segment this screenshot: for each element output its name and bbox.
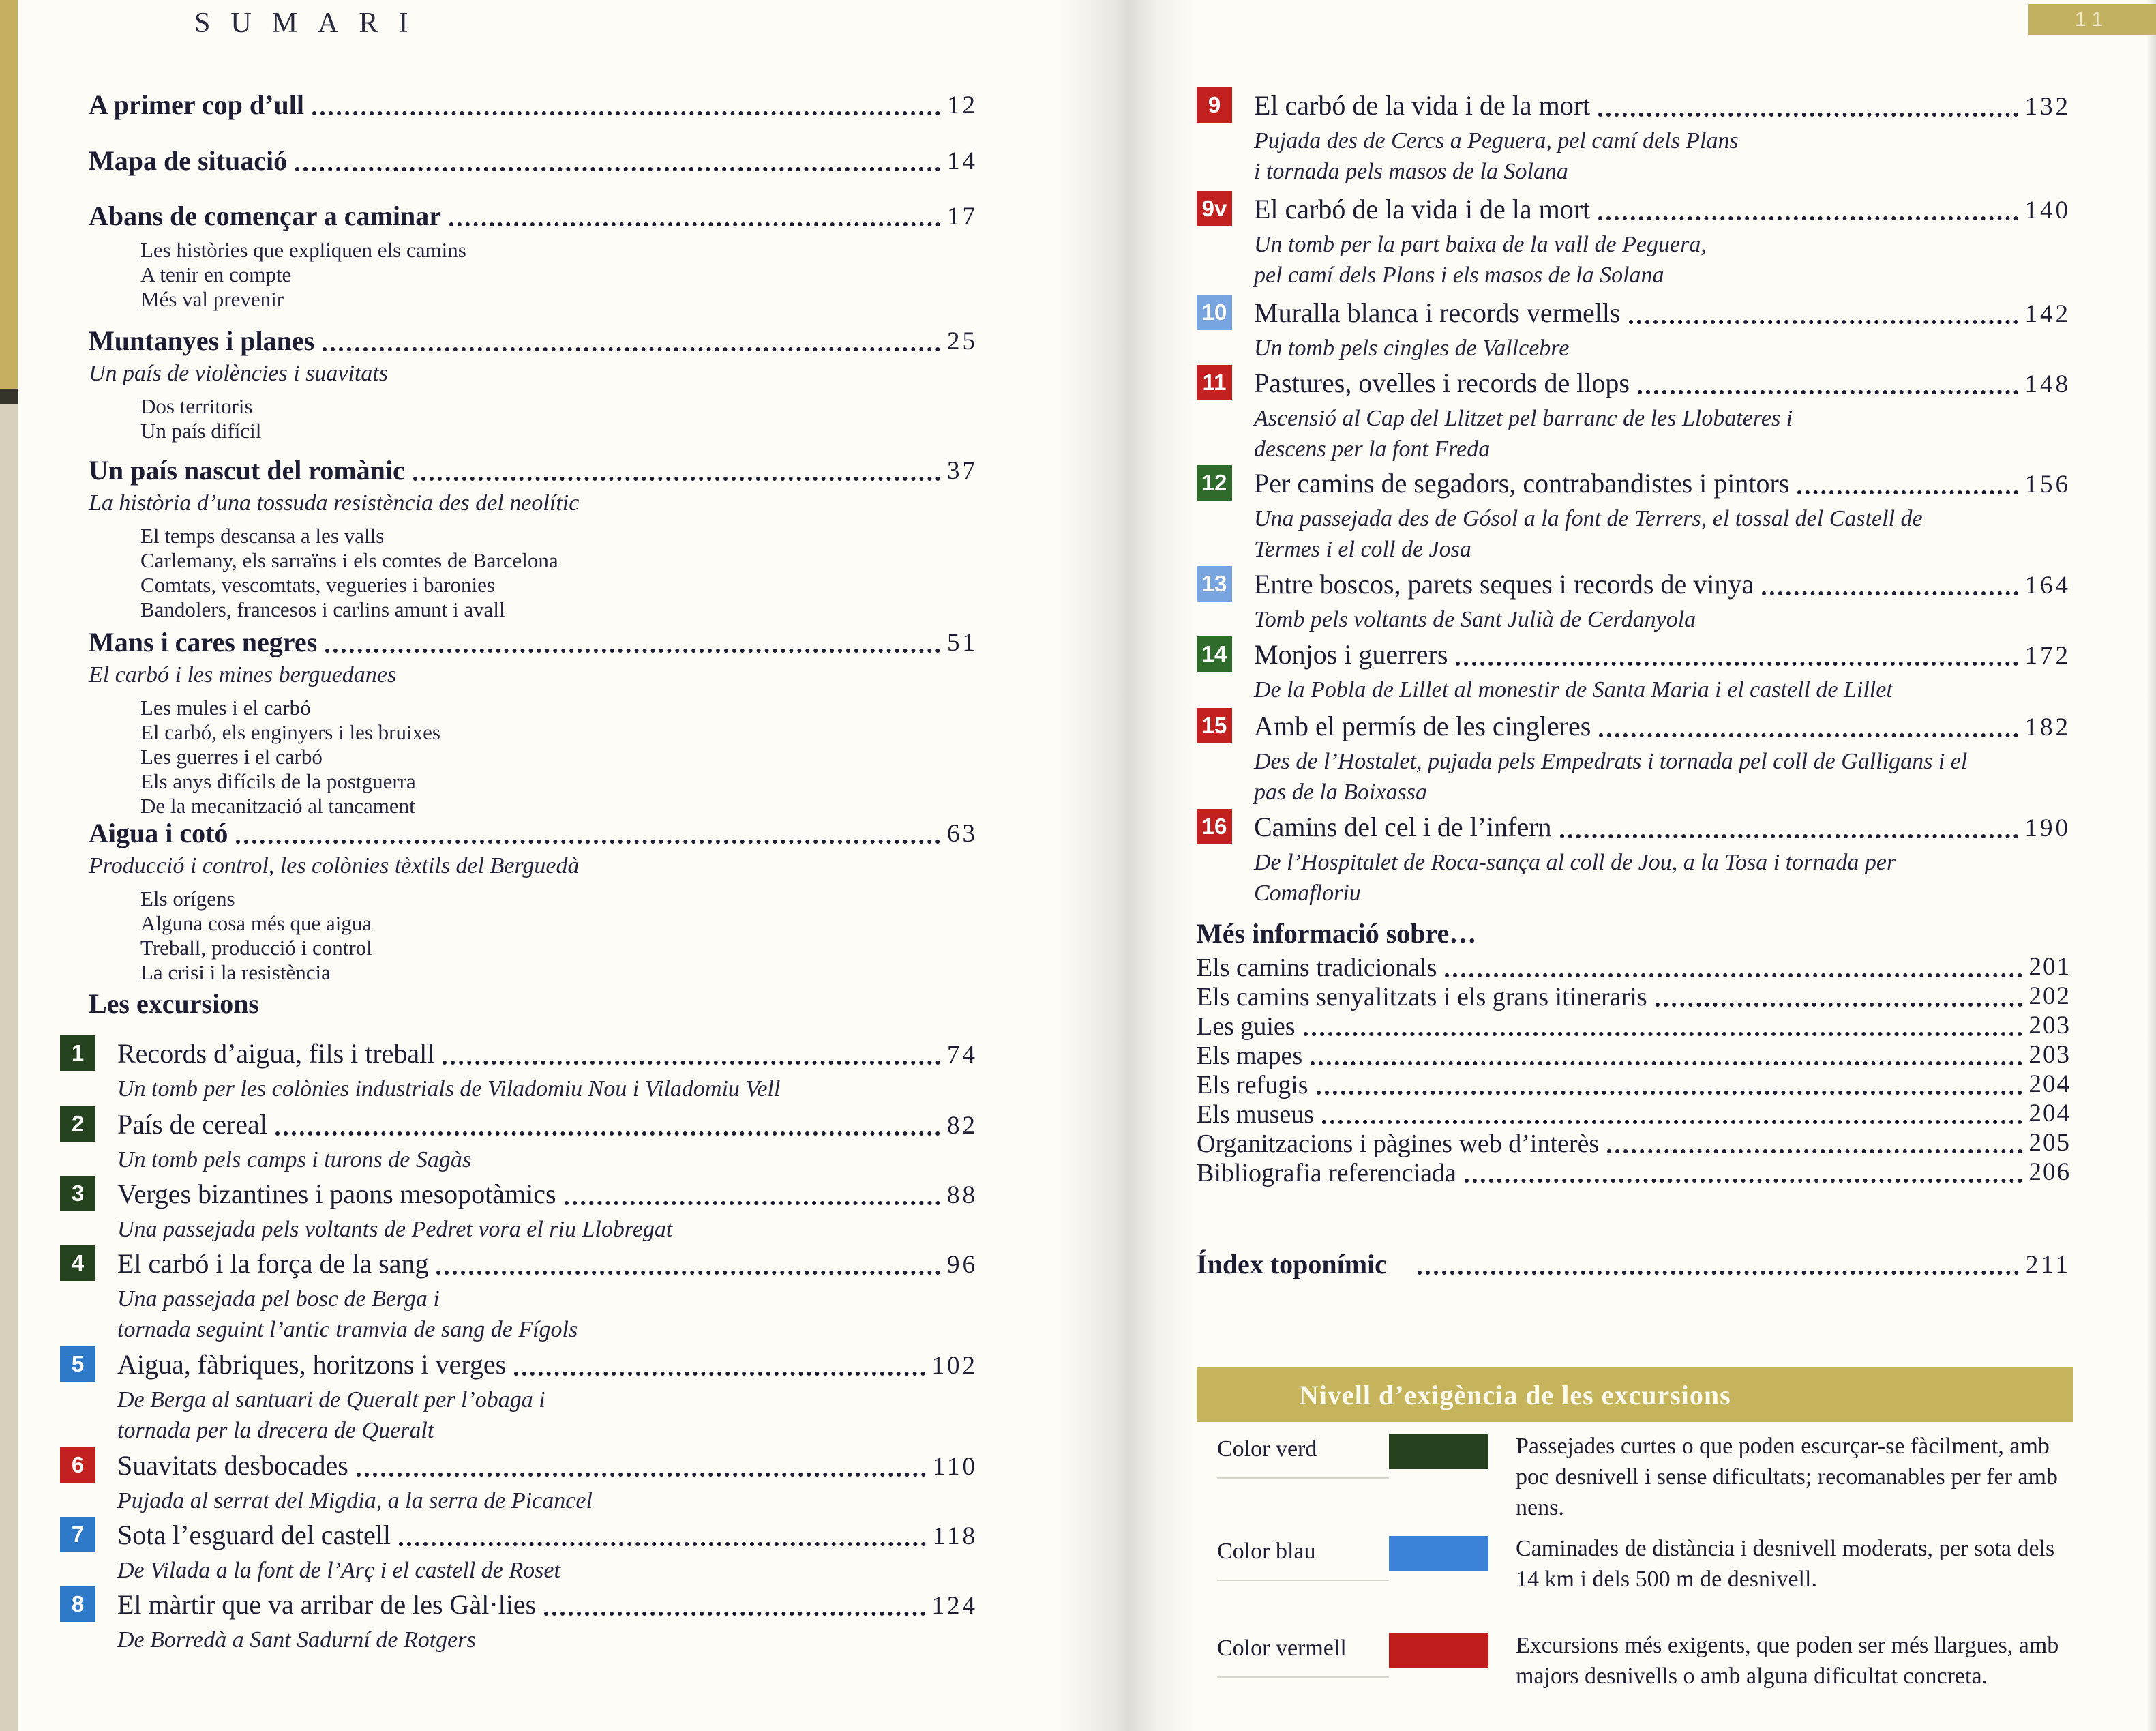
- dot-leader: [1762, 591, 2018, 595]
- toc-entry-label: Abans de començar a caminar: [89, 201, 441, 231]
- excursion-row: [60, 1035, 978, 1104]
- excursion-row: [1197, 636, 2071, 705]
- toc-page-number: 203: [2028, 1041, 2071, 1069]
- excursion-row: [1197, 87, 2071, 187]
- toc-entry: [89, 323, 978, 357]
- toc-section: [60, 453, 978, 622]
- excursion-title: Amb el permís de les cingleres: [1254, 711, 1591, 741]
- excursion-badge: 8: [60, 1586, 95, 1622]
- dot-leader: [1656, 1003, 2022, 1007]
- toc-subitem: Dos territoris: [140, 394, 253, 418]
- excursion-badge: 9v: [1197, 191, 1232, 226]
- legend-row: [1217, 1533, 2071, 1595]
- toc-entry: [89, 143, 978, 177]
- toc-subitem: La crisi i la resistència: [140, 960, 331, 984]
- dot-leader: [1598, 216, 2018, 220]
- info-row: [1197, 1012, 2071, 1041]
- excursion-badge: 9: [1197, 87, 1232, 123]
- toc-page-number: 140: [2024, 196, 2071, 224]
- dot-leader: [1322, 1120, 2022, 1124]
- info-row: [1197, 1071, 2071, 1100]
- toc-page-number: 51: [947, 629, 978, 657]
- excursion-badge: 7: [60, 1517, 95, 1552]
- toc-subitems: [140, 696, 978, 818]
- excursion-badge: 12: [1197, 465, 1232, 501]
- excursion-desc: Una passejada des de Gósol a la font de Terrers, el tossal del Castell de Termes i el coll de Josa: [1254, 506, 1923, 562]
- info-label: Els camins tradicionals: [1197, 953, 1437, 982]
- dot-leader: [312, 111, 940, 115]
- toc-subitems: [140, 394, 978, 443]
- excursion-desc: Tomb pels voltants de Sant Julià de Cerdanyola: [1254, 607, 1696, 632]
- info-label: Bibliografia referenciada: [1197, 1159, 1456, 1187]
- excursion-badge: 1: [60, 1035, 95, 1071]
- info-row: [1197, 1041, 2071, 1071]
- toc-page-number: 110: [932, 1453, 978, 1481]
- toc-subitem: Els anys difícils de la postguerra: [140, 769, 416, 793]
- toc-page-number: 17: [947, 203, 978, 231]
- legend-row: [1217, 1431, 2071, 1523]
- dot-leader: [1456, 662, 2018, 666]
- dot-leader: [1445, 973, 2022, 977]
- toc-page-number: 88: [947, 1181, 978, 1209]
- toc-page-number: 204: [2028, 1099, 2071, 1127]
- toc-page-number: 142: [2024, 300, 2071, 328]
- toc-page-number: 12: [947, 91, 978, 119]
- excursion-row: [1197, 191, 2071, 291]
- legend-heading-label: Nivell d’exigència de les excursions: [1299, 1379, 1731, 1410]
- excursion-badge: 10: [1197, 295, 1232, 330]
- toc-subitem: Els orígens: [140, 887, 235, 911]
- excursion-desc: Ascensió al Cap del Llitzet pel barranc de les Llobateres i descens per la font Freda: [1254, 406, 1793, 462]
- page-edge-strip: [0, 389, 18, 404]
- page-title: SUMARI: [194, 8, 429, 39]
- toc-entry: [89, 87, 978, 121]
- excursion-badge: 2: [60, 1106, 95, 1142]
- toc-entry-label: Mans i cares negres: [89, 627, 318, 657]
- toc-page-number: 202: [2028, 982, 2071, 1010]
- toc-subitems: [140, 238, 978, 312]
- dot-leader: [275, 1131, 940, 1136]
- book-gutter: [1058, 0, 1195, 1731]
- info-label: Organitzacions i pàgines web d’interès: [1197, 1129, 1600, 1158]
- legend-desc: Excursions més exigents, que poden ser més llargues, amb majors desnivells o amb alguna dificultat concreta.: [1516, 1633, 2059, 1689]
- excursion-row: [1197, 566, 2071, 635]
- toc-subitem: A tenir en compte: [140, 263, 292, 286]
- excursion-row: [1197, 809, 2071, 908]
- excursion-desc: De Borredà a Sant Sadurní de Rotgers: [117, 1627, 476, 1653]
- toc-entry-label: A primer cop d’ull: [89, 89, 304, 120]
- toc-entry-label: Aigua i cotó: [89, 818, 228, 848]
- toc-page-number: 182: [2024, 713, 2071, 741]
- excursion-desc: De l’Hospitalet de Roca-sança al coll de Jou, a la Tosa i tornada per Comafloriu: [1254, 850, 1896, 906]
- toc-page-number: 63: [947, 820, 978, 848]
- excursion-badge: 4: [60, 1245, 95, 1281]
- dot-leader: [544, 1612, 925, 1616]
- legend-header: [1197, 1367, 2073, 1422]
- dot-leader: [436, 1271, 940, 1275]
- toc-page-number: 96: [947, 1251, 978, 1279]
- dot-leader: [1629, 320, 2018, 324]
- dot-leader: [1599, 733, 2018, 737]
- excursion-badge: 15: [1197, 708, 1232, 743]
- toc-subitem: Comtats, vescomtats, vegueries i baronies: [140, 573, 495, 597]
- legend-label: Color verd: [1217, 1431, 1389, 1479]
- dot-leader: [1465, 1179, 2022, 1183]
- toc-section: [60, 143, 978, 177]
- toc-subtitle: Producció i control, les colònies tèxtils del Berguedà: [89, 853, 580, 878]
- toc-entry-label: Un país nascut del romànic: [89, 455, 405, 486]
- toc-subitem: Les guerres i el carbó: [140, 745, 323, 769]
- index-row: [1197, 1247, 2071, 1281]
- dot-leader: [323, 347, 940, 351]
- toc-subitems: [140, 524, 978, 622]
- toc-subitem: Les històries que expliquen els camins: [140, 238, 466, 262]
- toc-subitem: Les mules i el carbó: [140, 696, 311, 720]
- toc-section: [60, 198, 978, 312]
- toc-subtitle: El carbó i les mines berguedanes: [89, 662, 397, 687]
- toc-page-number: 37: [947, 457, 978, 485]
- toc-page-number: 132: [2024, 93, 2071, 121]
- legend-label: Color vermell: [1217, 1630, 1389, 1678]
- excursion-desc: De Berga al santuari de Queralt per l’obaga i tornada per la drecera de Queralt: [117, 1387, 545, 1443]
- legend-desc: Passejades curtes o que poden escurçar-se fàcilment, amb poc desnivell i sense dificultats; recomanables per fer amb nens.: [1516, 1434, 2058, 1520]
- dot-leader: [1304, 1032, 2022, 1036]
- dot-leader: [399, 1542, 926, 1546]
- excursion-title: El carbó i la força de la sang: [117, 1248, 429, 1279]
- dot-leader: [1560, 834, 2018, 838]
- info-row: [1197, 983, 2071, 1012]
- dot-leader: [1418, 1271, 2019, 1275]
- info-row: [1197, 1159, 2071, 1188]
- toc-page-number: 156: [2024, 471, 2071, 499]
- toc-page-number: 118: [932, 1522, 978, 1550]
- excursion-desc: Un tomb per les colònies industrials de Viladomiu Nou i Viladomiu Vell: [117, 1076, 781, 1101]
- excursion-title: El carbó de la vida i de la mort: [1254, 194, 1591, 224]
- dot-leader: [236, 840, 940, 844]
- toc-page-number: 206: [2028, 1158, 2071, 1186]
- toc-page-number: 14: [947, 147, 978, 175]
- toc-subitem: Treball, producció i control: [140, 936, 372, 960]
- toc-subitem: Un país difícil: [140, 419, 262, 443]
- dot-leader: [413, 477, 940, 481]
- index-label: Índex toponímic: [1197, 1249, 1387, 1279]
- toc-subitem: Més val prevenir: [140, 287, 284, 311]
- excursion-desc: Una passejada pels voltants de Pedret vora el riu Llobregat: [117, 1217, 673, 1242]
- excursion-row: [1197, 365, 2071, 464]
- excursion-title: Per camins de segadors, contrabandistes i pintors: [1254, 468, 1790, 499]
- toc-subitem: Alguna cosa més que aigua: [140, 911, 372, 935]
- excursion-title: Records d’aigua, fils i treball: [117, 1038, 435, 1069]
- info-row: [1197, 953, 2071, 983]
- toc-page-number: 211: [2025, 1251, 2071, 1279]
- excursion-row: [60, 1346, 978, 1446]
- toc-entry-label: Mapa de situació: [89, 145, 288, 176]
- excursion-row: [60, 1517, 978, 1586]
- excursion-row: [60, 1245, 978, 1345]
- excursion-desc: Des de l’Hostalet, pujada pels Empedrats i tornada pel coll de Galligans i el pas de la Boixassa: [1254, 749, 1968, 805]
- legend-swatch-red: [1389, 1633, 1488, 1668]
- toc-entry: [89, 453, 978, 487]
- more-info-heading: Més informació sobre…: [1197, 918, 1477, 949]
- excursion-title: Aigua, fàbriques, horitzons i verges: [117, 1349, 507, 1380]
- info-label: Els museus: [1197, 1100, 1315, 1129]
- toc-entry: [89, 816, 978, 850]
- toc-page-number: 203: [2028, 1011, 2071, 1039]
- excursion-row: [60, 1106, 978, 1175]
- dot-leader: [449, 222, 940, 226]
- excursion-desc: Pujada des de Cercs a Peguera, pel camí dels Plans i tornada pels masos de la Solana: [1254, 128, 1739, 184]
- toc-section: [60, 625, 978, 818]
- left-page: [60, 0, 978, 1731]
- excursion-desc: Un tomb pels cingles de Vallcebre: [1254, 336, 1570, 361]
- excursion-badge: 5: [60, 1346, 95, 1382]
- page-edge-shadow: [2146, 0, 2156, 1731]
- toc-page-number: 164: [2024, 572, 2071, 600]
- excursion-title: El carbó de la vida i de la mort: [1254, 90, 1591, 121]
- toc-page-number: 124: [931, 1592, 978, 1620]
- toc-entry: [89, 198, 978, 233]
- toc-entry-label: Muntanyes i planes: [89, 325, 315, 356]
- excursion-title: Suavitats desbocades: [117, 1450, 348, 1481]
- toc-section: [60, 816, 978, 985]
- toc-page-number: 25: [947, 327, 978, 355]
- excursion-row: [60, 1447, 978, 1516]
- toc-entry: [89, 625, 978, 659]
- excursion-title: Sota l’esguard del castell: [117, 1520, 391, 1550]
- info-row: [1197, 1129, 2071, 1159]
- toc-page-number: 172: [2024, 642, 2071, 670]
- toc-page-number: 205: [2028, 1129, 2071, 1157]
- excursion-badge: 14: [1197, 636, 1232, 672]
- excursion-badge: 11: [1197, 365, 1232, 400]
- info-label: Els refugis: [1197, 1071, 1308, 1099]
- excursion-title: Pastures, ovelles i records de llops: [1254, 368, 1630, 398]
- info-label: Els camins senyalitzats i els grans itineraris: [1197, 983, 1647, 1011]
- excursion-badge: 13: [1197, 566, 1232, 602]
- dot-leader: [565, 1201, 940, 1205]
- info-label: Les guies: [1197, 1012, 1296, 1041]
- toc-subtitle: Un país de violències i suavitats: [89, 361, 389, 386]
- page-edge-strip: [0, 0, 18, 389]
- excursion-title: Muralla blanca i records vermells: [1254, 297, 1621, 328]
- excursion-title: País de cereal: [117, 1109, 267, 1140]
- more-info-list: [1197, 953, 2071, 1188]
- excursion-title: Monjos i guerrers: [1254, 639, 1448, 670]
- dot-leader: [1607, 1149, 2022, 1153]
- dot-leader: [357, 1473, 926, 1477]
- dot-leader: [1638, 390, 2018, 394]
- excursions-heading: Les excursions: [89, 988, 259, 1019]
- toc-page-number: 204: [2028, 1070, 2071, 1098]
- excursion-desc: Un tomb per la part baixa de la vall de Peguera, pel camí dels Plans i els masos de la Solana: [1254, 232, 1707, 288]
- toc-subitems: [140, 887, 978, 985]
- excursion-title: El màrtir que va arribar de les Gàl·lies: [117, 1589, 537, 1620]
- toc-page-number: 82: [947, 1112, 978, 1140]
- excursion-badge: 16: [1197, 809, 1232, 844]
- page-edge-strip: [0, 404, 18, 1731]
- info-label: Els mapes: [1197, 1041, 1303, 1070]
- excursion-desc: Un tomb pels camps i turons de Sagàs: [117, 1147, 472, 1172]
- legend-swatch-green: [1389, 1434, 1488, 1469]
- toc-page-number: 201: [2028, 953, 2071, 981]
- legend-swatch-blue: [1389, 1536, 1488, 1571]
- excursion-title: Camins del cel i de l’infern: [1254, 812, 1552, 842]
- toc-subitem: El temps descansa a les valls: [140, 524, 385, 548]
- toc-page-number: 190: [2024, 814, 2071, 842]
- legend-row: [1217, 1630, 2071, 1691]
- toc-subitem: Carlemany, els sarraïns i els comtes de Barcelona: [140, 548, 558, 572]
- excursion-badge: 6: [60, 1447, 95, 1483]
- dot-leader: [325, 649, 940, 653]
- excursion-desc: De Vilada a la font de l’Arç i el castell de Roset: [117, 1558, 560, 1583]
- dot-leader: [514, 1372, 925, 1376]
- toc-section: [60, 87, 978, 121]
- right-page: [1197, 0, 2071, 1731]
- dot-leader: [295, 167, 940, 171]
- toc-page-number: 102: [931, 1352, 978, 1380]
- toc-page-number: 148: [2024, 370, 2071, 398]
- excursion-badge: 3: [60, 1176, 95, 1211]
- excursion-desc: De la Pobla de Lillet al monestir de Santa Maria i el castell de Lillet: [1254, 677, 1893, 702]
- legend-desc: Caminades de distància i desnivell moderats, per sota dels 14 km i dels 500 m de desnivell.: [1516, 1536, 2055, 1592]
- excursion-title: Verges bizantines i paons mesopotàmics: [117, 1179, 556, 1209]
- toc-subitem: Bandolers, francesos i carlins amunt i avall: [140, 597, 505, 621]
- dot-leader: [1311, 1061, 2022, 1065]
- excursion-row: [60, 1586, 978, 1655]
- excursion-row: [1197, 708, 2071, 808]
- page-number-badge: 11: [2028, 4, 2156, 35]
- excursion-row: [1197, 465, 2071, 565]
- excursion-row: [60, 1176, 978, 1245]
- toc-subitem: El carbó, els enginyers i les bruixes: [140, 720, 440, 744]
- legend-label: Color blau: [1217, 1533, 1389, 1581]
- excursion-title: Entre boscos, parets seques i records de vinya: [1254, 569, 1754, 600]
- toc-page-number: 74: [947, 1041, 978, 1069]
- dot-leader: [1797, 490, 2018, 494]
- excursion-row: [1197, 295, 2071, 364]
- toc-subitem: De la mecanització al tancament: [140, 794, 415, 818]
- dot-leader: [1598, 113, 2018, 117]
- excursion-desc: Una passejada pel bosc de Berga i tornada seguint l’antic tramvia de sang de Fígols: [117, 1286, 578, 1342]
- dot-leader: [1317, 1091, 2022, 1095]
- info-row: [1197, 1100, 2071, 1129]
- toc-subtitle: La història d’una tossuda resistència des del neolític: [89, 490, 580, 516]
- excursion-desc: Pujada al serrat del Migdia, a la serra de Picancel: [117, 1488, 593, 1513]
- dot-leader: [443, 1061, 940, 1065]
- toc-section: [60, 323, 978, 443]
